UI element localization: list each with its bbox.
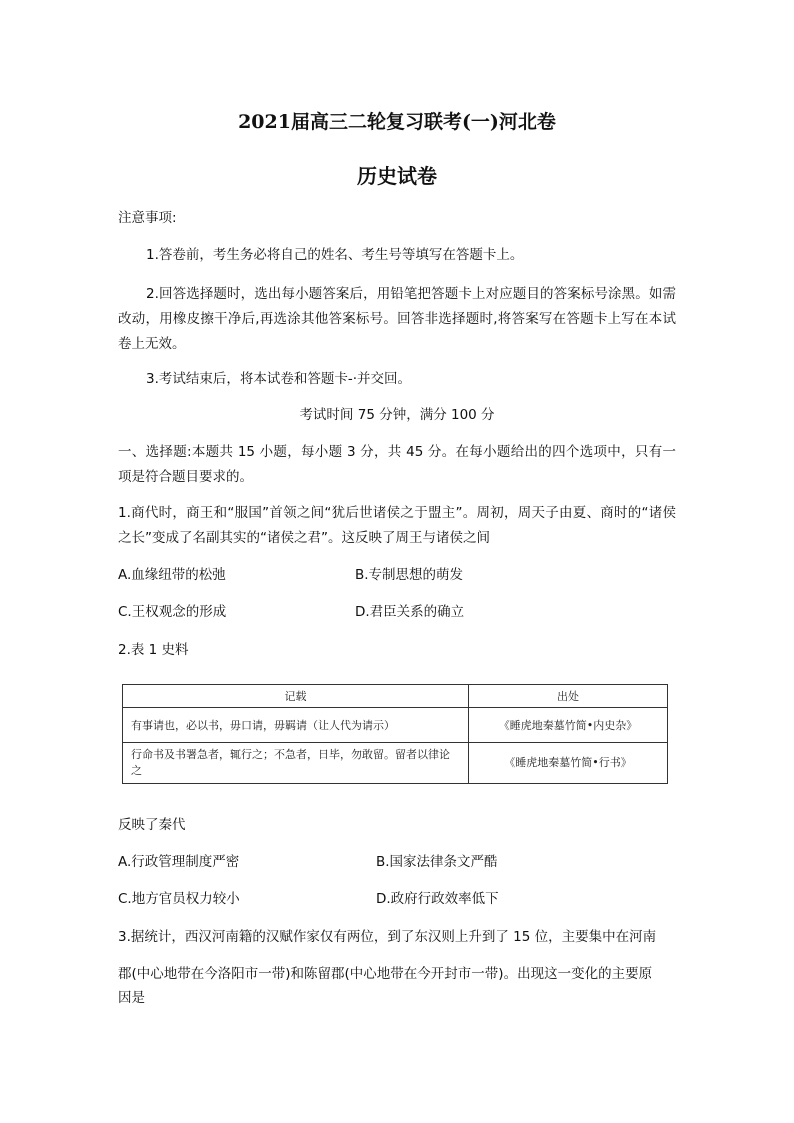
question-2-option-c: C.地方官员权力较小 <box>118 891 240 907</box>
question-2-option-d: D.政府行政效率低下 <box>376 891 499 907</box>
table-row <box>123 743 668 784</box>
question-1-option-c: C.王权观念的形成 <box>118 604 227 620</box>
question-2-option-b: B.国家法律条文严酷 <box>376 854 498 870</box>
notice-item-3: 3.考试结束后，将本试卷和答题卡-·并交回。 <box>146 371 412 387</box>
table-header-record: 记载 <box>123 685 469 708</box>
section-intro: 一、选择题:本题共 15 小题，每小题 3 分，共 45 分。在每小题给出的四个选项中，只有一项是符合题目要求的。 <box>118 444 676 485</box>
table-row <box>123 708 668 743</box>
exam-title: 2021届高三二轮复习联考(一)河北卷 <box>238 111 556 133</box>
history-source-table <box>122 684 668 784</box>
question-2-stem: 2.表 1 史料 <box>118 642 189 658</box>
question-1-option-d: D.君臣关系的确立 <box>355 604 465 620</box>
question-3-line-3: 因是 <box>118 990 145 1006</box>
exam-subject: 历史试卷 <box>357 164 437 188</box>
question-1-option-b: B.专制思想的萌发 <box>355 567 464 583</box>
notice-item-1: 1.答卷前，考生务必将自己的姓名、考生号等填写在答题卡上。 <box>146 247 524 263</box>
table-header-source: 出处 <box>469 685 668 708</box>
table-cell-source: 《睡虎地秦墓竹简•内史杂》 <box>469 708 668 743</box>
table-cell-record: 有事请也，必以书，毋口请，毋羁请（让人代为请示） <box>123 708 469 743</box>
question-3-line-1: 3.据统计，西汉河南籍的汉赋作家仅有两位，到了东汉则上升到了 15 位，主要集中在河南 <box>118 929 657 945</box>
question-3-line-2: 郡(中心地带在今洛阳市一带)和陈留郡(中心地带在今开封市一带)。出现这一变化的主要原 <box>118 966 653 982</box>
exam-time-info: 考试时间 75 分钟，满分 100 分 <box>299 407 495 423</box>
question-1-stem: 1.商代时，商王和“服国”首领之间“犹后世诸侯之于盟主”。周初，周天子由夏、商时的“诸侯之长”变成了名副其实的“诸侯之君”。这反映了周王与诸侯之间 <box>118 505 676 546</box>
question-2-option-a: A.行政管理制度严密 <box>118 854 240 870</box>
notice-item-2: 2.回答选择题时，选出每小题答案后，用铅笔把答题卡上对应题目的答案标号涂黑。如需改动，用橡皮擦干净后,再选涂其他答案标号。回答非选择题时,将答案写在答题卡上写在本试卷上无效。 <box>118 286 676 352</box>
question-2-followup: 反映了秦代 <box>118 817 186 833</box>
question-1-option-a: A.血缘纽带的松弛 <box>118 567 226 583</box>
table-cell-record: 行命书及书署急者，辄行之；不急者，日毕，勿敢留。留者以律论之 <box>123 743 469 784</box>
table-cell-source: 《睡虎地秦墓竹简•行书》 <box>469 743 668 784</box>
notice-heading: 注意事项: <box>118 210 177 226</box>
